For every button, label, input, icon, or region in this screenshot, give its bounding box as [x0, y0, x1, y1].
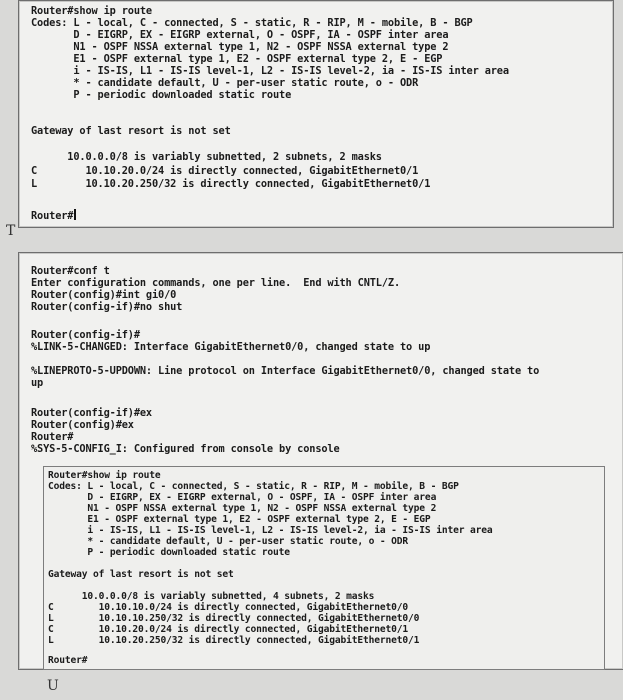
terminal-line: Enter configuration commands, one per line. End with CNTL/Z.	[31, 277, 401, 289]
terminal-line: Gateway of last resort is not set	[48, 569, 234, 580]
terminal-line: Gateway of last resort is not set	[31, 125, 231, 137]
terminal-line: P - periodic downloaded static route	[31, 89, 292, 101]
terminal-line: C 10.10.20.0/24 is directly connected, GigabitEthernet0/1	[31, 165, 419, 177]
terminal-line: i - IS-IS, L1 - IS-IS level-1, L2 - IS-IS level-2, ia - IS-IS inter area	[48, 525, 493, 536]
terminal-output-panel-1	[18, 0, 614, 228]
terminal-line: L 10.10.10.250/32 is directly connected, GigabitEthernet0/0	[48, 613, 420, 624]
terminal-prompt-line[interactable]: Router#	[48, 655, 88, 666]
terminal-line: %LINEPROTO-5-UPDOWN: Line protocol on Interface GigabitEthernet0/0, changed state to	[31, 365, 540, 377]
terminal-line: N1 - OSPF NSSA external type 1, N2 - OSPF NSSA external type 2	[31, 41, 449, 53]
terminal-output-inner-panel	[43, 466, 605, 670]
terminal-line: Router(config-if)#no shut	[31, 301, 183, 313]
terminal-line: D - EIGRP, EX - EIGRP external, O - OSPF, IA - OSPF inter area	[31, 29, 449, 41]
terminal-prompt: Router#	[31, 210, 74, 222]
terminal-line: C 10.10.10.0/24 is directly connected, GigabitEthernet0/0	[48, 602, 409, 613]
terminal-line: L 10.10.20.250/32 is directly connected, GigabitEthernet0/1	[31, 178, 431, 190]
terminal-line: Router(config-if)#ex	[31, 407, 152, 419]
terminal-line: Router#show ip route	[48, 470, 161, 481]
terminal-line: Router(config-if)#	[31, 329, 140, 341]
terminal-line: * - candidate default, U - per-user static route, o - ODR	[48, 536, 409, 547]
terminal-line: %LINK-5-CHANGED: Interface GigabitEthernet0/0, changed state to up	[31, 341, 431, 353]
margin-marker: U	[47, 678, 59, 694]
terminal-line: Codes: L - local, C - connected, S - static, R - RIP, M - mobile, B - BGP	[31, 17, 473, 29]
terminal-line: 10.0.0.0/8 is variably subnetted, 2 subnets, 2 masks	[31, 151, 382, 163]
terminal-line: Codes: L - local, C - connected, S - static, R - RIP, M - mobile, B - BGP	[48, 481, 459, 492]
terminal-line: 10.0.0.0/8 is variably subnetted, 4 subnets, 2 masks	[48, 591, 375, 602]
terminal-line: Router(config)#ex	[31, 419, 134, 431]
terminal-line: %SYS-5-CONFIG_I: Configured from console by console	[31, 443, 340, 455]
terminal-output-panel-2	[18, 252, 623, 670]
terminal-line: C 10.10.20.0/24 is directly connected, GigabitEthernet0/1	[48, 624, 409, 635]
terminal-line: E1 - OSPF external type 1, E2 - OSPF external type 2, E - EGP	[31, 53, 443, 65]
terminal-line: P - periodic downloaded static route	[48, 547, 290, 558]
terminal-line: L 10.10.20.250/32 is directly connected, GigabitEthernet0/1	[48, 635, 420, 646]
terminal-line: N1 - OSPF NSSA external type 1, N2 - OSPF NSSA external type 2	[48, 503, 437, 514]
margin-marker: T	[6, 223, 16, 239]
terminal-line: D - EIGRP, EX - EIGRP external, O - OSPF, IA - OSPF inter area	[48, 492, 437, 503]
terminal-line: up	[31, 377, 44, 389]
terminal-prompt-line[interactable]	[31, 209, 76, 222]
terminal-line: Router#show ip route	[31, 5, 152, 17]
text-cursor	[74, 209, 76, 220]
terminal-line: i - IS-IS, L1 - IS-IS level-1, L2 - IS-IS level-2, ia - IS-IS inter area	[31, 65, 509, 77]
terminal-line: Router(config)#int gi0/0	[31, 289, 177, 301]
terminal-line: Router#	[31, 431, 74, 443]
terminal-line: Router#conf t	[31, 265, 110, 277]
terminal-line: E1 - OSPF external type 1, E2 - OSPF external type 2, E - EGP	[48, 514, 431, 525]
terminal-line: * - candidate default, U - per-user static route, o - ODR	[31, 77, 419, 89]
